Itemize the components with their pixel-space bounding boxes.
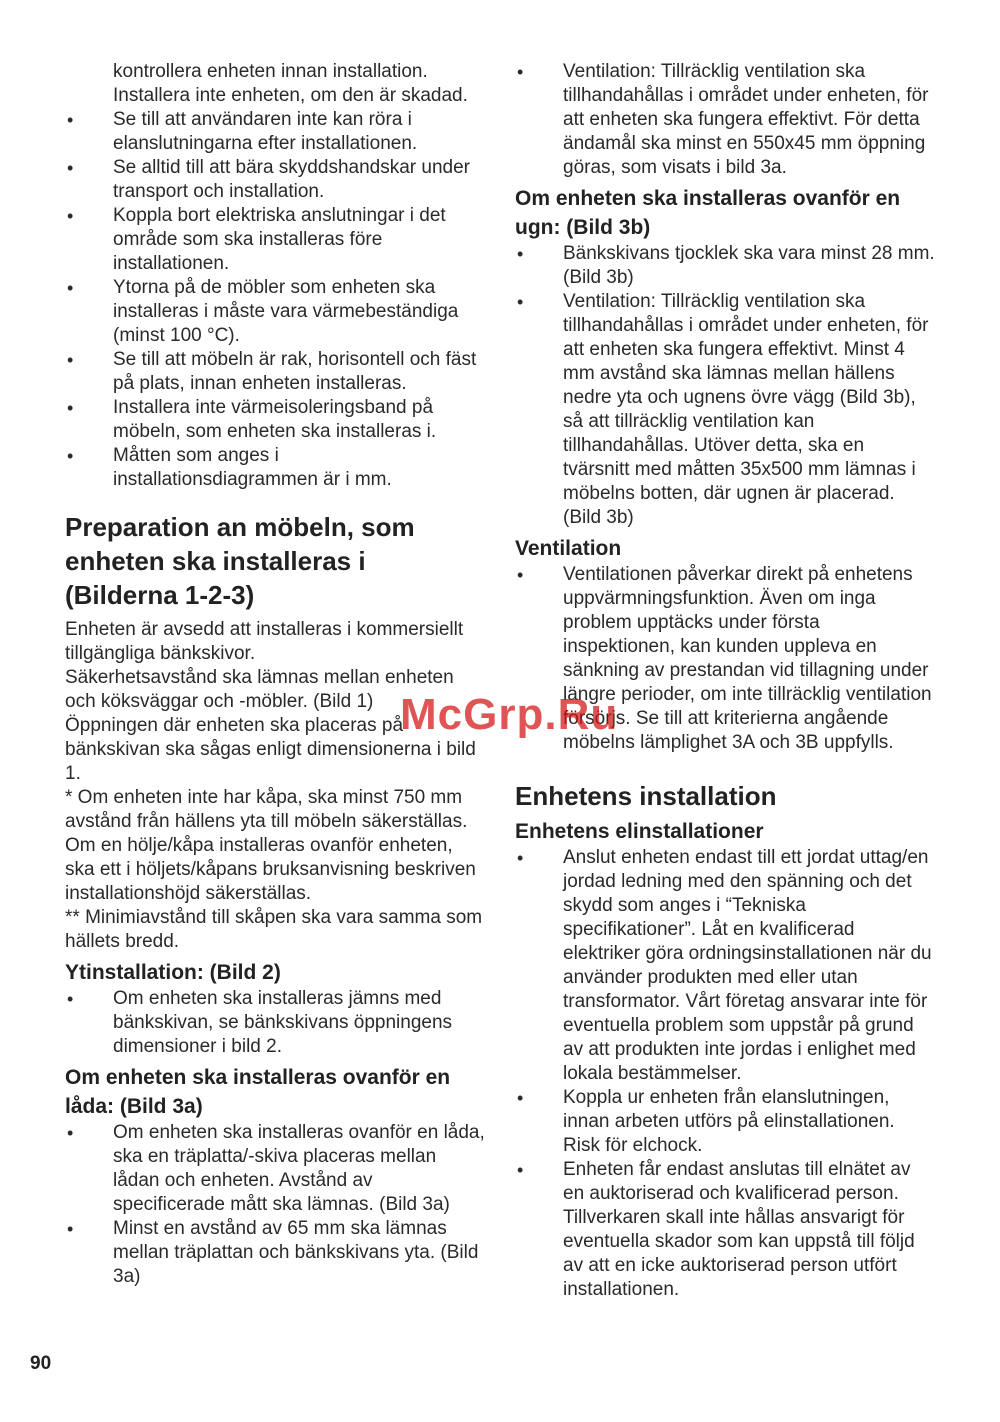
subheading-ugn: Om enheten ska installeras ovanför en ugn: (Bild 3b): [515, 187, 901, 239]
section-heading-preparation: Preparation an möbeln, som enheten ska installeras i (Bilderna 1-2-3): [65, 512, 415, 610]
right-column: [515, 60, 935, 1302]
page-number: 90: [30, 1353, 52, 1374]
bullet-item: • Ytorna på de möbler som enheten ska installeras i måste vara värmebeständiga (minst 100 °C).: [65, 276, 485, 348]
bullet-item: • Koppla bort elektriska anslutningar i det område som ska installeras före installationen.: [65, 204, 485, 276]
bullet-item: • Installera inte värmeisoleringsband på möbeln, som enheten ska installeras i.: [65, 396, 485, 444]
subheading-electrical: Enhetens elinstallationer: [515, 820, 764, 843]
paragraph: Enheten är avsedd att installeras i kommersiellt tillgängliga bänkskivor.: [65, 619, 464, 664]
subheading-ventilation: Ventilation: [515, 537, 622, 560]
continued-text: kontrollera enheten innan installation. Installera inte enheten, om den är skadad.: [113, 61, 468, 106]
bullet-item: • Ventilation: Tillräcklig ventilation ska tillhandahållas i området under enheten, för att enheten ska fungera effektivt. Minst 4 mm avstånd ska lämnas mellan hällens nedre yta och ugnens övre vägg (Bild 3b), så att tillräcklig ventilation kan tillhandahållas. Utöver detta, ska en tvärsnitt med måtten 35x500 mm lämnas i möbelns botten, där ugnen är placerad. (Bild 3b): [515, 290, 935, 530]
left-column: [65, 60, 485, 1289]
lada-bullet-list: [65, 1121, 485, 1289]
subheading-yt: Ytinstallation: (Bild 2): [65, 961, 281, 984]
bullet-item: • Se alltid till att bära skyddshandskar under transport och installation.: [65, 156, 485, 204]
paragraph: ** Minimiavstånd till skåpen ska vara samma som hällets bredd.: [65, 907, 483, 952]
safety-bullet-list: [65, 108, 485, 492]
bullet-item: • Måtten som anges i installationsdiagrammen är i mm.: [65, 444, 485, 492]
bullet-item: • Se till att användaren inte kan röra i elanslutningarna efter installationen.: [65, 108, 485, 156]
bullet-item: • Om enheten ska installeras jämns med bänkskivan, se bänkskivans öppningens dimensioner i bild 2.: [65, 987, 485, 1059]
bullet-item: • Anslut enheten endast till ett jordat uttag/en jordad ledning med den spänning och det skydd som anges i “Tekniska specifikationer”. Låt en kvalificerad elektriker göra ordningsinstallationen när du använder produkten med eller utan transformator. Vårt företag ansvarar inte för eventuella problem som uppstår på grund av att produkten inte jordas i enlighet med lokala bestämmelser.: [515, 846, 935, 1086]
bullet-item: • Bänkskivans tjocklek ska vara minst 28 mm. (Bild 3b): [515, 242, 935, 290]
paragraph: Säkerhetsavstånd ska lämnas mellan enheten och köksväggar och -möbler. (Bild 1): [65, 667, 454, 712]
yt-bullet-list: [65, 987, 485, 1059]
subheading-lada: Om enheten ska installeras ovanför en låda: (Bild 3a): [65, 1066, 451, 1118]
bullet-item: • Enheten får endast anslutas till elnätet av en auktoriserad och kvalificerad person. Tillverkaren skall inte hållas ansvarigt för eventuella skador som kan uppstå till följd av att en icke auktoriserad person utfört installationen.: [515, 1158, 935, 1302]
bullet-item: • Minst en avstånd av 65 mm ska lämnas mellan träplattan och bänkskivans yta. (Bild 3a): [65, 1217, 485, 1289]
bullet-item: • Ventilationen påverkar direkt på enhetens uppvärmningsfunktion. Även om inga problem upptäcks under första inspektionen, kan kunden uppleva en sänkning av prestandan vid tillagning under längre perioder, om inte tillräcklig ventilation försörjs. Se till att kriterierna angående möbelns lämplighet 3A och 3B uppfylls.: [515, 563, 935, 755]
paragraph: Om en hölje/kåpa installeras ovanför enheten, ska ett i höljets/kåpans bruksanvisning beskriven installationshöjd säkerställas.: [65, 835, 476, 904]
ugn-bullet-list: [515, 242, 935, 530]
bullet-item: • Koppla ur enheten från elanslutningen, innan arbeten utförs på elinstallationen. Risk för elchock.: [515, 1086, 935, 1158]
paragraph: * Om enheten inte har kåpa, ska minst 750 mm avstånd från hällens yta till möbeln säkerställas.: [65, 787, 468, 832]
paragraph: Öppningen där enheten ska placeras på bänkskivan ska sågas enligt dimensionerna i bild 1.: [65, 715, 476, 784]
bullet-item: • Om enheten ska installeras ovanför en låda, ska en träplatta/-skiva placeras mellan lådan och enheten. Avstånd av specificerade mått ska lämnas. (Bild 3a): [65, 1121, 485, 1217]
bullet-item: • Se till att möbeln är rak, horisontell och fäst på plats, innan enheten installeras.: [65, 348, 485, 396]
watermark: McGrp.Ru: [400, 690, 619, 739]
electrical-bullet-list: [515, 846, 935, 1302]
section-heading-installation: Enhetens installation: [515, 781, 777, 811]
bullet-item: • Ventilation: Tillräcklig ventilation ska tillhandahållas i området under enheten, för att enheten ska fungera effektivt. För detta ändamål ska minst en 550x45 mm öppning göras, som visats i bild 3a.: [515, 60, 935, 180]
ventilation-bullet-list: [515, 60, 935, 180]
